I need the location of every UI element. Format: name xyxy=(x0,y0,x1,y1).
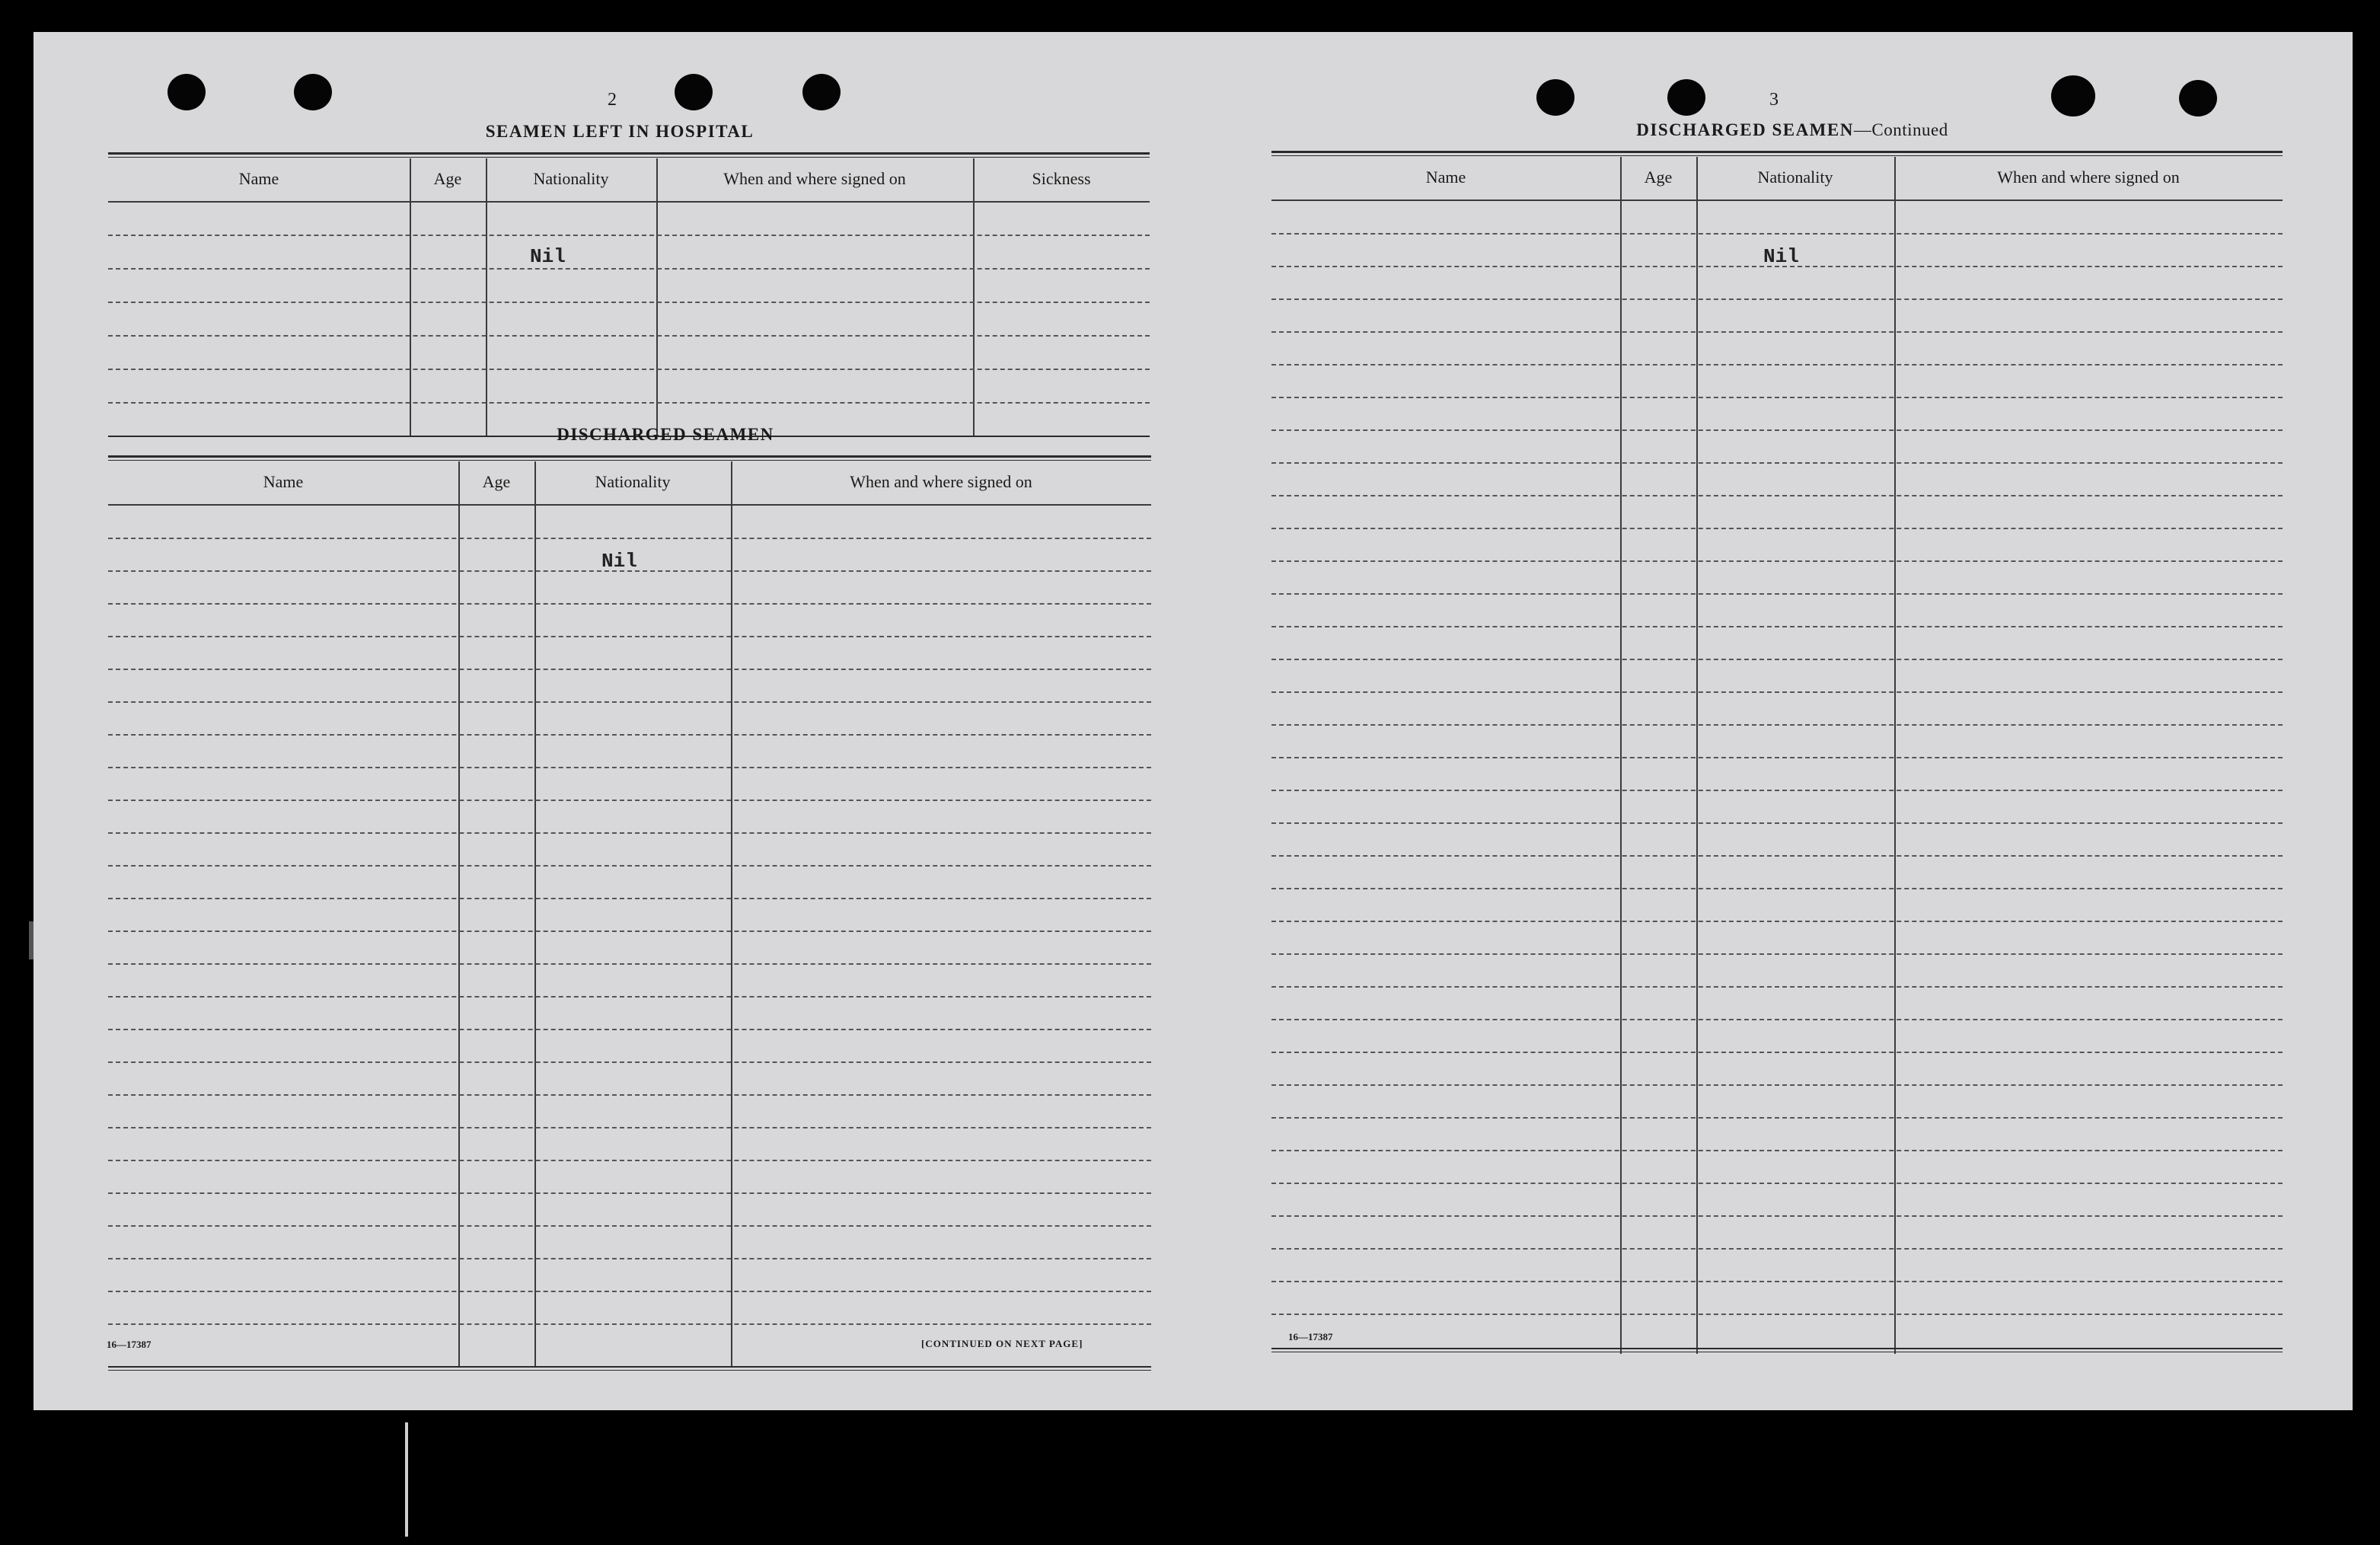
hospital-nil-entry: Nil xyxy=(530,245,566,268)
continued-note: [CONTINUED ON NEXT PAGE] xyxy=(921,1338,1083,1349)
column-header-nationality: Nationality xyxy=(1757,168,1833,187)
column-header-nationality: Nationality xyxy=(595,472,671,491)
discharged-table-right xyxy=(1271,151,2283,1354)
punch-hole xyxy=(167,74,206,110)
punch-hole xyxy=(802,74,841,110)
column-header-name: Name xyxy=(238,169,279,188)
column-header-when-where: When and where signed on xyxy=(850,472,1032,491)
discharged-title: DISCHARGED SEAMEN xyxy=(557,425,774,444)
document-sheet xyxy=(33,32,2353,1410)
discharged-table-left-header xyxy=(108,461,1151,503)
discharged-table-right-header xyxy=(1271,157,2283,198)
punch-hole xyxy=(2051,75,2095,117)
column-header-sickness: Sickness xyxy=(1032,169,1091,188)
discharged-right-nil-entry: Nil xyxy=(1763,245,1799,268)
discharged-table-left xyxy=(108,455,1151,1372)
column-header-age: Age xyxy=(433,169,462,188)
punch-hole xyxy=(1536,79,1574,116)
column-header-nationality: Nationality xyxy=(533,169,609,188)
hospital-table-header xyxy=(108,158,1150,200)
punch-hole xyxy=(1667,79,1705,116)
discharged-continued-title xyxy=(1541,120,2043,140)
form-number-right: 16—17387 xyxy=(1288,1331,1333,1342)
column-header-when-where: When and where signed on xyxy=(1997,168,2180,187)
punch-hole xyxy=(294,74,332,110)
hospital-title: SEAMEN LEFT IN HOSPITAL xyxy=(485,122,755,141)
column-header-name: Name xyxy=(1425,168,1466,187)
form-number-left: 16—17387 xyxy=(107,1339,152,1350)
column-header-name: Name xyxy=(263,472,304,491)
punch-hole xyxy=(2179,80,2217,117)
discharged-continued-title-main: DISCHARGED SEAMEN xyxy=(1636,120,1854,139)
column-header-when-where: When and where signed on xyxy=(723,169,906,188)
punch-hole xyxy=(675,74,713,110)
page-number-left: 2 xyxy=(608,90,617,110)
scan-artifact xyxy=(29,921,33,959)
discharged-left-nil-entry: Nil xyxy=(601,550,637,573)
hospital-table xyxy=(108,152,1150,439)
scan-artifact xyxy=(405,1422,408,1537)
column-header-age: Age xyxy=(1644,168,1673,187)
column-header-age: Age xyxy=(482,472,511,491)
discharged-continued-title-suffix: —Continued xyxy=(1853,120,1948,139)
page-number-right: 3 xyxy=(1769,90,1779,110)
